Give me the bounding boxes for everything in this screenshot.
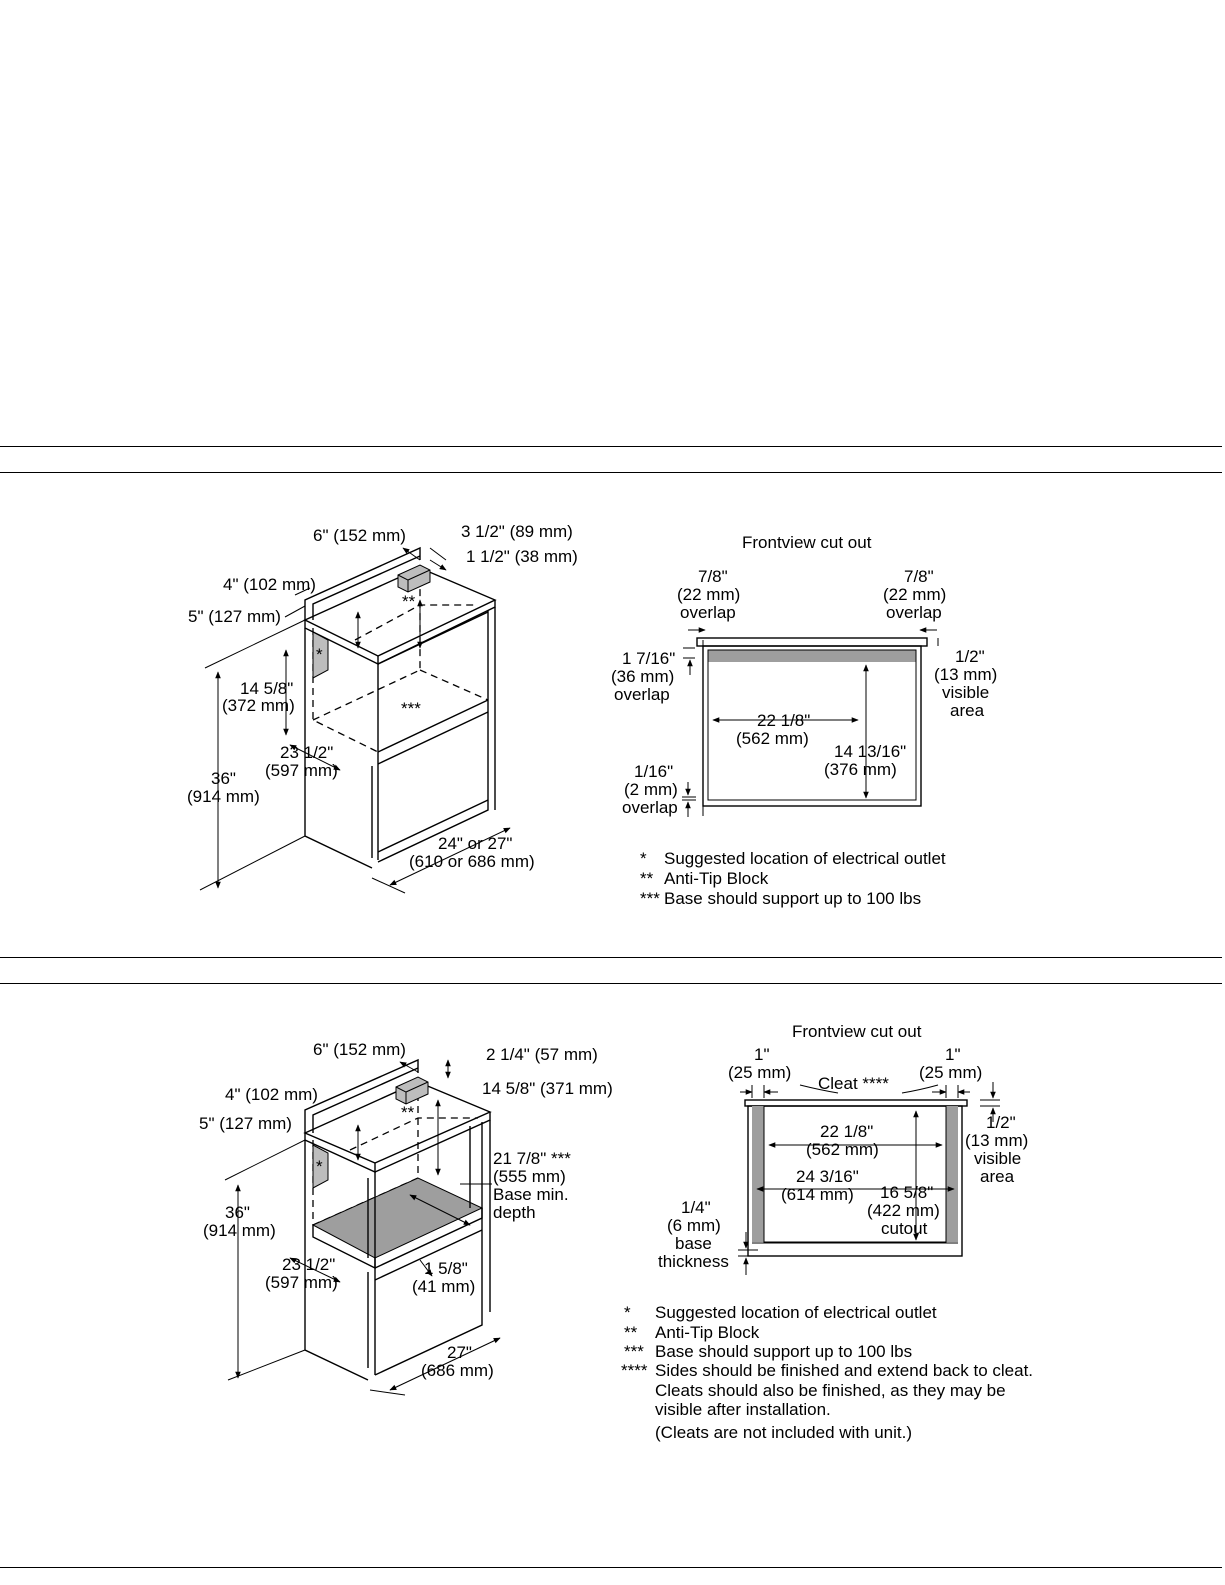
fv1-right-overlap-frac: 7/8" (904, 567, 934, 586)
d2-dim-2-quarter: 2 1/4" (57 mm) (486, 1045, 598, 1064)
d2-dim-5in: 5" (127 mm) (199, 1114, 292, 1133)
fv1-visible-word: visible (942, 683, 990, 702)
dim-23-half-mm: (597 mm) (265, 761, 338, 780)
d2-note-4-text: Sides should be finished and extend back to cleat. (655, 1361, 1034, 1380)
dim-depth: 24" or 27" (438, 834, 513, 853)
d2-note-1-mark: * (624, 1303, 631, 1322)
antitip-mark: ** (402, 592, 416, 611)
d2-note-3-text: Base should support up to 100 lbs (655, 1342, 913, 1361)
dim-23-half: 23 1/2" (280, 743, 334, 762)
d2-dim-1-58-mm: (41 mm) (412, 1277, 476, 1296)
dim-4in: 4" (102 mm) (223, 575, 316, 594)
fv2-inner-width: 22 1/8" (820, 1122, 874, 1141)
fv1-visible-frac: 1/2" (955, 647, 985, 666)
dim-5in: 5" (127 mm) (188, 607, 281, 626)
fv1-bottom-word: overlap (622, 798, 678, 817)
fv2-base-word: base (675, 1234, 712, 1253)
d2-dim-23-half: 23 1/2" (282, 1255, 336, 1274)
d2-note-1-text: Suggested location of electrical outlet (655, 1303, 937, 1322)
fv1-top-overlap-frac: 1 7/16" (622, 649, 676, 668)
d2-base-depth: 21 7/8" *** (493, 1149, 571, 1168)
fv2-visible-frac: 1/2" (986, 1113, 1016, 1132)
note-1-text: Suggested location of electrical outlet (664, 849, 946, 868)
d2-note-2-mark: ** (624, 1323, 638, 1342)
fv2-cleat: Cleat **** (818, 1074, 889, 1093)
fv1-bottom-mm: (2 mm) (624, 780, 678, 799)
fv1-left-overlap-word: overlap (680, 603, 736, 622)
frontview-2-title: Frontview cut out (792, 1022, 922, 1041)
dim-depth-mm: (610 or 686 mm) (409, 852, 535, 871)
fv2-height: 16 5/8" (880, 1183, 934, 1202)
fv2-visible-mm: (13 mm) (965, 1131, 1029, 1150)
notes-1 (640, 849, 946, 908)
d2-dim-36in-mm: (914 mm) (203, 1221, 276, 1240)
d2-dim-4in: 4" (102 mm) (225, 1085, 318, 1104)
d2-note-4-mark: **** (621, 1361, 648, 1380)
outlet-mark: * (316, 645, 323, 664)
fv2-base-frac: 1/4" (681, 1198, 711, 1217)
fv2-outer-width: 24 3/16" (796, 1167, 859, 1186)
dim-14-58: 14 5/8" (240, 679, 294, 698)
dim-3-half: 3 1/2" (89 mm) (461, 522, 573, 541)
d2-dim-27in: 27" (447, 1343, 472, 1362)
fv2-outer-width-mm: (614 mm) (781, 1185, 854, 1204)
d2-base-depth-mm: (555 mm) (493, 1167, 566, 1186)
d2-note-2-text: Anti-Tip Block (655, 1323, 760, 1342)
fv2-base-mm: (6 mm) (667, 1216, 721, 1235)
fv2-left: 1" (754, 1045, 770, 1064)
d2-dim-6in: 6" (152 mm) (313, 1040, 406, 1059)
fv2-inner-width-mm: (562 mm) (806, 1140, 879, 1159)
fv2-height-mm: (422 mm) (867, 1201, 940, 1220)
notes-2 (621, 1303, 1033, 1442)
d2-note-6-text: visible after installation. (655, 1400, 831, 1419)
fv1-left-overlap-mm: (22 mm) (677, 585, 741, 604)
fv1-height-mm: (376 mm) (824, 760, 897, 779)
fv1-width-mm: (562 mm) (736, 729, 809, 748)
fv1-top-overlap-mm: (36 mm) (611, 667, 675, 686)
fv2-right-mm: (25 mm) (919, 1063, 983, 1082)
dim-1-half: 1 1/2" (38 mm) (466, 547, 578, 566)
fv2-left-mm: (25 mm) (728, 1063, 792, 1082)
d2-base-depth-label: Base min. (493, 1185, 569, 1204)
d2-dim-23-half-mm: (597 mm) (265, 1273, 338, 1292)
d2-note-7-text: (Cleats are not included with unit.) (655, 1423, 913, 1442)
d2-dim-14-58: 14 5/8" (371 mm) (482, 1079, 613, 1098)
note-2-mark: ** (640, 869, 654, 888)
note-3-mark: *** (640, 889, 660, 908)
fv1-bottom-frac: 1/16" (634, 762, 674, 781)
d2-outlet-mark: * (316, 1157, 323, 1176)
note-1-mark: * (640, 849, 647, 868)
d2-antitip-mark: ** (401, 1103, 415, 1122)
d2-dim-36in: 36" (225, 1203, 250, 1222)
d2-dim-27in-mm: (686 mm) (421, 1361, 494, 1380)
note-2-text: Anti-Tip Block (664, 869, 769, 888)
fv1-right-overlap-mm: (22 mm) (883, 585, 947, 604)
frontview-1-title: Frontview cut out (742, 533, 872, 552)
frontview-2-labels (658, 1022, 1028, 1271)
base-mark: *** (401, 699, 421, 718)
fv2-height-cutout: cutout (881, 1219, 928, 1238)
dim-36in-mm: (914 mm) (187, 787, 260, 806)
fv2-visible-area: area (980, 1167, 1015, 1186)
fv2-right: 1" (945, 1045, 961, 1064)
frontview-2 (738, 1082, 1000, 1275)
d2-dim-1-58: 1 5/8" (424, 1259, 468, 1278)
cabinet-iso-1-labels (187, 522, 578, 871)
fv1-visible-area: area (950, 701, 985, 720)
fv1-height: 14 13/16" (834, 742, 907, 761)
d2-note-3-mark: *** (624, 1342, 644, 1361)
fv2-visible-word: visible (974, 1149, 1022, 1168)
d2-base-depth-label2: depth (493, 1203, 536, 1222)
dim-14-58-mm: (372 mm) (222, 696, 295, 715)
fv1-width: 22 1/8" (757, 711, 811, 730)
dim-6in: 6" (152 mm) (313, 526, 406, 545)
note-3-text: Base should support up to 100 lbs (664, 889, 922, 908)
fv1-left-overlap-frac: 7/8" (698, 567, 728, 586)
d2-note-5-text: Cleats should also be finished, as they may be (655, 1381, 1006, 1400)
fv1-visible-mm: (13 mm) (934, 665, 998, 684)
frontview-1-labels (611, 533, 997, 817)
dim-36in: 36" (211, 769, 236, 788)
fv1-right-overlap-word: overlap (886, 603, 942, 622)
fv1-top-overlap-word: overlap (614, 685, 670, 704)
fv2-base-thickness: thickness (658, 1252, 729, 1271)
